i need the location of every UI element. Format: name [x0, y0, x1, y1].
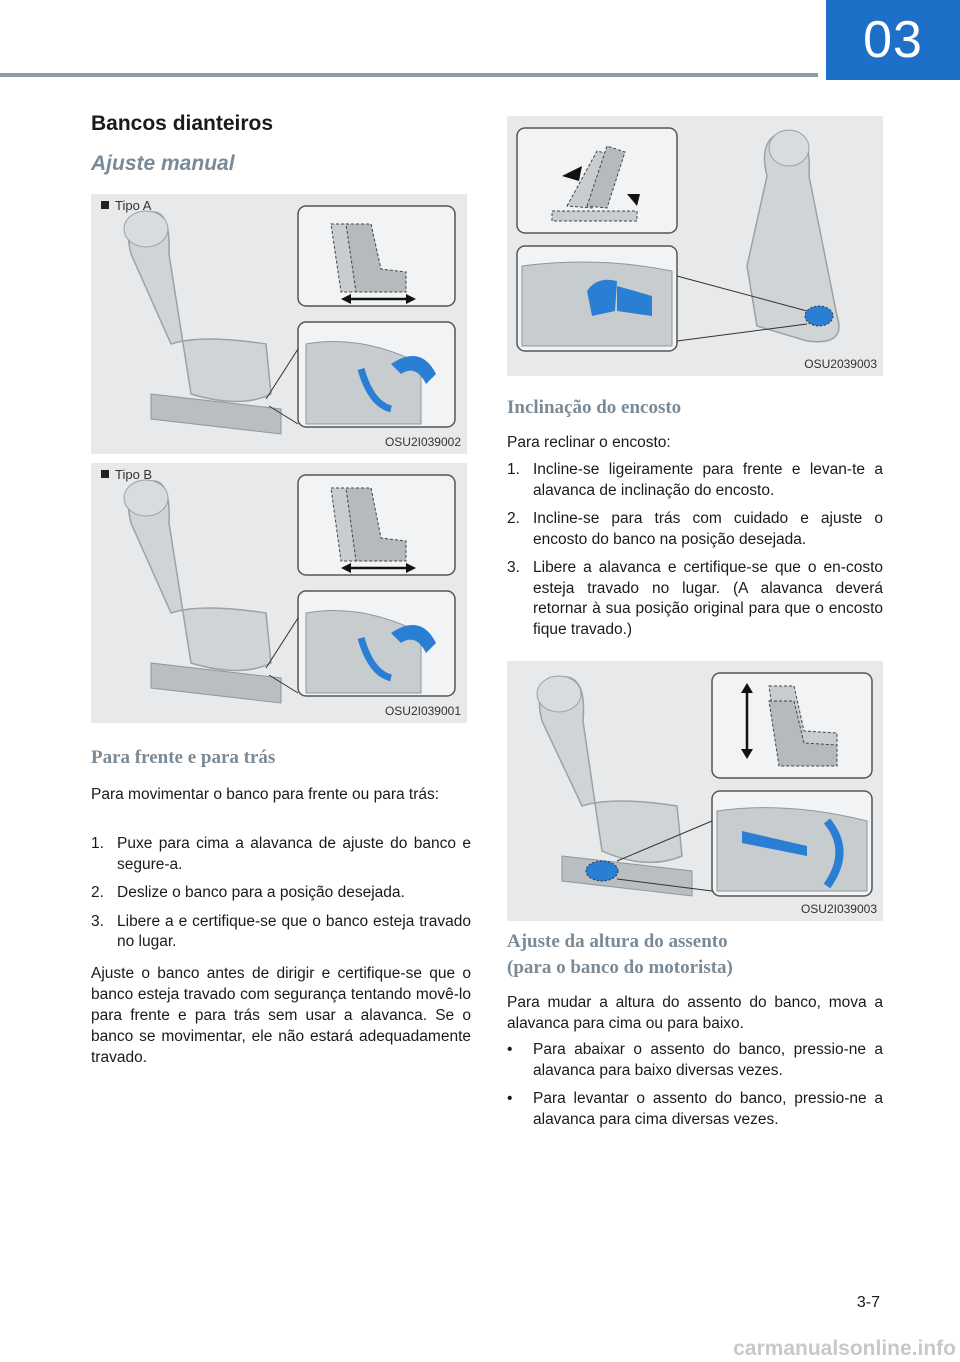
figure-code-height: OSU2I039003	[800, 902, 877, 916]
height-intro: Para mudar a altura do assento do banco, mova a alavanca para cima ou para baixo.	[507, 994, 883, 1032]
figure-label-type-a: Tipo A	[101, 198, 151, 213]
section-title: Bancos dianteiros	[91, 112, 274, 135]
seat-illustration	[507, 661, 883, 921]
figure-seat-type-a	[91, 194, 467, 454]
list-item: 1. Incline-se ligeiramente para frente e levan-te a alavanca de inclinação do encosto.	[507, 461, 883, 499]
figure-code-a: OSU2I039002	[384, 435, 461, 449]
figure-seat-recline	[507, 116, 883, 376]
forward-note: Ajuste o banco antes de dirigir e certifique-se que o banco esteja travado com segurança tentando movê-lo para frente e para trás sem usar a alavanca. Se o banco se movimentar, ele não estará adequadamente travado.	[91, 965, 471, 1066]
list-item: 3. Libere a alavanca e certifique-se que o en-costo esteja travado no lugar. (A alavanca deverá retornar à sua posição original para que o encosto fique travado.)	[507, 559, 883, 638]
figure-code-b: OSU2I039001	[384, 704, 461, 718]
square-bullet-icon	[101, 470, 109, 478]
heading-recline: Inclinação do encosto	[507, 397, 682, 418]
list-item: 3. Libere a e certifique-se que o banco esteja travado no lugar.	[91, 912, 471, 950]
recline-intro: Para reclinar o encosto:	[507, 434, 671, 451]
height-bullets-list	[507, 1040, 883, 1138]
list-item: • Para levantar o assento do banco, pressio-ne a alavanca para cima diversas vezes.	[507, 1090, 883, 1128]
heading-seat-height: Ajuste da altura do assento (para o banco do motorista)	[507, 931, 733, 978]
square-bullet-icon	[101, 201, 109, 209]
figure-seat-height	[507, 661, 883, 921]
figure-seat-type-b	[91, 463, 467, 723]
seat-illustration	[507, 116, 883, 376]
header-rule	[0, 73, 818, 77]
seat-illustration	[91, 463, 467, 723]
figure-code-recline: OSU2039003	[804, 357, 877, 371]
sub-title: Ajuste manual	[91, 152, 235, 175]
forward-intro: Para movimentar o banco para frente ou para trás:	[91, 786, 440, 803]
forward-steps-list	[91, 834, 471, 961]
heading-forward-backward: Para frente e para trás	[91, 747, 276, 768]
watermark: carmanualsonline.info	[733, 1337, 956, 1360]
list-item: 1. Puxe para cima a alavanca de ajuste do banco e segure-a.	[91, 835, 471, 873]
recline-steps-list	[507, 460, 883, 648]
list-item: 2. Deslize o banco para a posição desejada.	[91, 884, 405, 901]
figure-label-type-b: Tipo B	[101, 467, 152, 482]
chapter-tab: 03	[826, 0, 960, 80]
list-item: 2. Incline-se para trás com cuidado e ajuste o encosto do banco na posição desejada.	[507, 510, 883, 548]
list-item: • Para abaixar o assento do banco, pressio-ne a alavanca para baixo diversas vezes.	[507, 1041, 883, 1079]
page-number: 3-7	[856, 1294, 880, 1311]
seat-illustration	[91, 194, 467, 454]
